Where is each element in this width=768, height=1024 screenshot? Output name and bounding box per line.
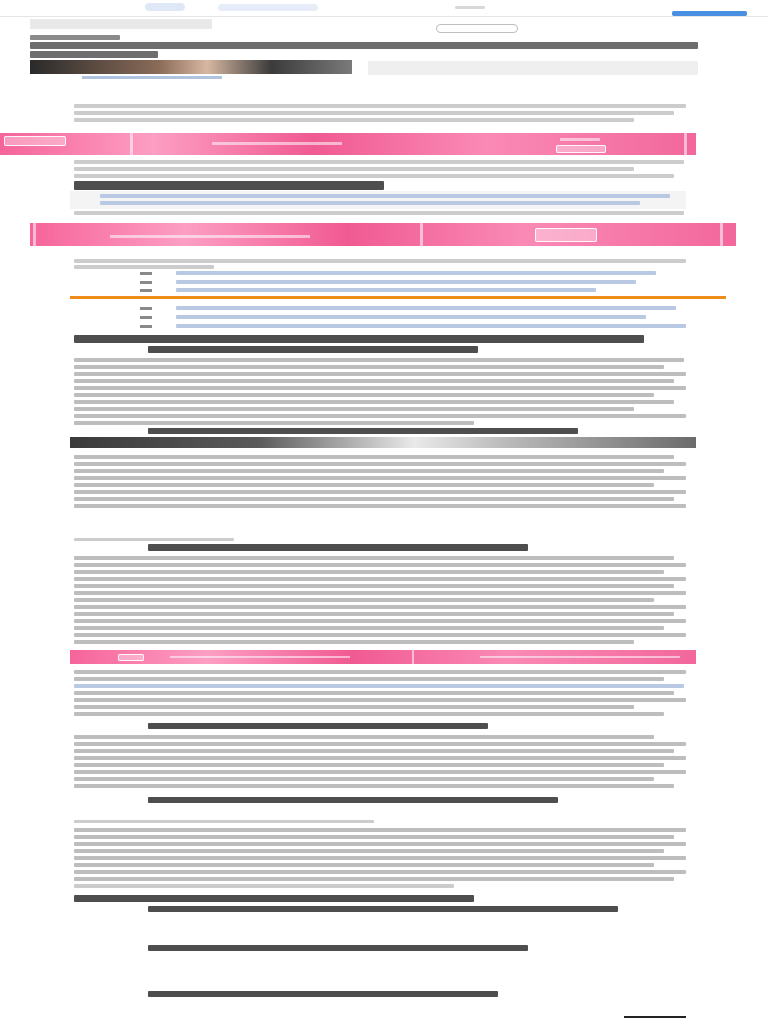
banner-button[interactable] <box>556 145 606 153</box>
sign-in-button[interactable] <box>672 11 747 16</box>
promo-banner[interactable] <box>0 133 696 155</box>
title-kicker <box>30 35 120 40</box>
text-line <box>74 770 686 774</box>
banner-divider <box>130 133 133 155</box>
banner-button[interactable] <box>4 136 66 146</box>
section-heading <box>148 945 528 951</box>
text-line <box>74 742 686 746</box>
banner-button[interactable] <box>535 228 597 242</box>
bullet-icon <box>140 316 152 319</box>
banner-button[interactable] <box>118 654 144 661</box>
breadcrumb[interactable] <box>30 19 212 29</box>
top-control[interactable] <box>455 6 485 9</box>
bullet-icon <box>140 307 152 310</box>
site-title <box>30 19 212 29</box>
bullet-icon <box>140 325 152 328</box>
text-line <box>74 777 654 781</box>
text-line <box>74 784 674 788</box>
text-line <box>74 756 686 760</box>
text-line <box>74 749 674 753</box>
search-placeholder <box>437 25 517 32</box>
article-image <box>70 437 696 448</box>
bullet-icon <box>140 281 152 284</box>
section-kicker <box>74 820 374 823</box>
hero-caption[interactable] <box>82 76 222 79</box>
section-kicker <box>74 538 234 541</box>
text-line <box>74 763 664 767</box>
title-text <box>30 42 698 58</box>
text-line <box>74 211 684 215</box>
section-heading <box>148 428 578 434</box>
banner-divider <box>33 223 36 246</box>
banner-divider <box>420 223 423 246</box>
quote-line <box>100 194 670 198</box>
site-logo[interactable] <box>145 3 185 11</box>
banner-divider <box>720 223 723 246</box>
section-heading <box>148 797 558 803</box>
sign-in-label <box>672 11 747 16</box>
text-line <box>74 259 686 263</box>
site-logo-text[interactable] <box>218 4 318 11</box>
text-line <box>74 421 474 425</box>
banner-divider <box>684 133 687 155</box>
orange-divider <box>70 296 726 299</box>
bullet-icon <box>140 289 152 292</box>
quote-line <box>100 201 640 205</box>
text-line <box>74 884 454 888</box>
promo-banner[interactable] <box>70 650 696 664</box>
search-input[interactable] <box>436 24 518 33</box>
section-heading <box>148 991 498 997</box>
quote-box <box>70 191 686 209</box>
footer-divider <box>624 1016 686 1018</box>
top-bar <box>0 0 768 17</box>
bullet-icon <box>140 272 152 275</box>
text-line <box>74 735 654 739</box>
promo-banner[interactable] <box>30 223 736 246</box>
hero-image <box>30 60 352 74</box>
hero-description <box>368 61 698 75</box>
banner-text <box>560 138 600 141</box>
